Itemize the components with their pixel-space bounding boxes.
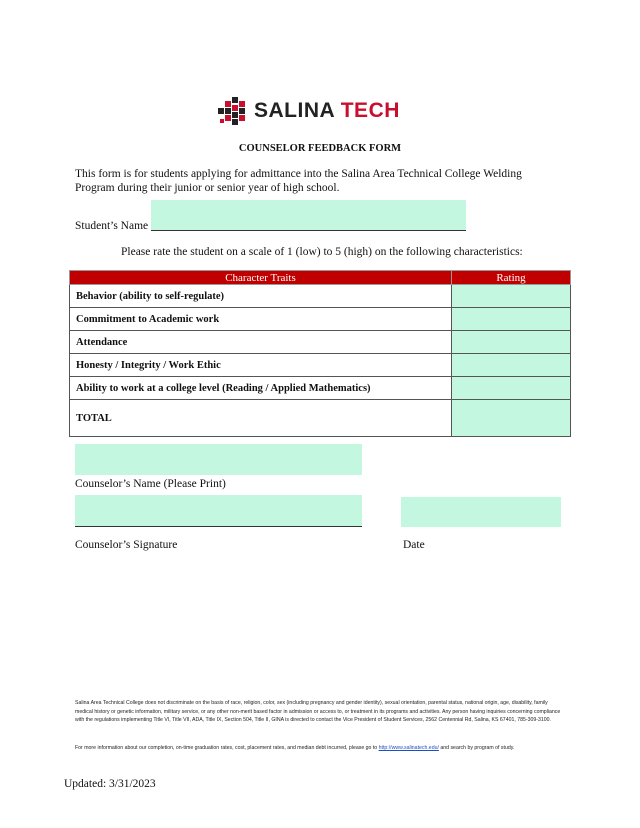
table-row bbox=[70, 285, 571, 308]
table-header-row bbox=[70, 271, 571, 285]
trait-label: Attendance bbox=[70, 331, 452, 354]
rating-instruction: Please rate the student on a scale of 1 (low) to 5 (high) on the following characteristics: bbox=[121, 246, 523, 258]
more-info-prefix: For more information about our completion, on-time graduation rates, cost, placement rates, and median debt incurred, please go to bbox=[75, 745, 379, 751]
rating-field-honesty[interactable] bbox=[452, 354, 571, 377]
date-label: Date bbox=[403, 539, 425, 551]
trait-label: Commitment to Academic work bbox=[70, 308, 452, 331]
rating-field-attendance[interactable] bbox=[452, 331, 571, 354]
more-info-suffix: and search by program of study. bbox=[438, 745, 515, 751]
intro-text: This form is for students applying for admittance into the Salina Area Technical College Welding Program during their junior or senior year of high school. bbox=[75, 168, 522, 194]
salinatech-link[interactable]: http://www.salinatech.edu/ bbox=[378, 745, 439, 751]
student-name-field[interactable] bbox=[151, 200, 466, 231]
table-row bbox=[70, 308, 571, 331]
rating-field-behavior[interactable] bbox=[452, 285, 571, 308]
logo-mark-icon bbox=[218, 97, 246, 125]
form-title: COUNSELOR FEEDBACK FORM bbox=[238, 143, 402, 154]
rating-field-commitment[interactable] bbox=[452, 308, 571, 331]
counselor-signature-label: Counselor’s Signature bbox=[75, 539, 178, 551]
total-label: TOTAL bbox=[70, 400, 452, 437]
logo-wordmark bbox=[254, 99, 400, 123]
counselor-name-field[interactable] bbox=[75, 444, 362, 475]
header-character-traits: Character Traits bbox=[70, 271, 452, 285]
salina-tech-logo bbox=[218, 94, 428, 128]
trait-label: Behavior (ability to self-regulate) bbox=[70, 285, 452, 308]
total-field[interactable] bbox=[452, 400, 571, 437]
student-name-label: Student’s Name bbox=[75, 220, 149, 232]
character-traits-table bbox=[69, 270, 571, 437]
more-info-statement bbox=[75, 744, 565, 753]
total-row bbox=[70, 400, 571, 437]
table-row bbox=[70, 354, 571, 377]
logo-word-tech: TECH bbox=[340, 99, 400, 122]
counselor-signature-field[interactable] bbox=[75, 495, 362, 527]
date-field[interactable] bbox=[401, 497, 561, 527]
updated-date: Updated: 3/31/2023 bbox=[64, 778, 156, 790]
table-row bbox=[70, 377, 571, 400]
trait-label: Ability to work at a college level (Reading / Applied Mathematics) bbox=[70, 377, 452, 400]
logo-word-salina: SALINA bbox=[254, 99, 335, 122]
rating-field-college-level[interactable] bbox=[452, 377, 571, 400]
non-discrimination-statement: Salina Area Technical College does not discriminate on the basis of race, religion, color, sex (including pregnancy and gender identity), sexual orientation, parental status, national origin, age, disability, family medical history or genetic information, military service, or any other non-merit based factor in admission or access to, or treatment in its programs and activities. Any person having inquiries concerning compliance with the regulations implementing Title VI, Title VII, ADA, Title IX, Section 504, Title II, GINA is directed to contact the Vice President of Student Services, 2562 Centennial Rd, Salina, KS 67401, 785-309-3100. bbox=[75, 700, 561, 723]
table-row bbox=[70, 331, 571, 354]
trait-label: Honesty / Integrity / Work Ethic bbox=[70, 354, 452, 377]
counselor-name-label: Counselor’s Name (Please Print) bbox=[75, 478, 226, 490]
header-rating: Rating bbox=[452, 271, 571, 285]
